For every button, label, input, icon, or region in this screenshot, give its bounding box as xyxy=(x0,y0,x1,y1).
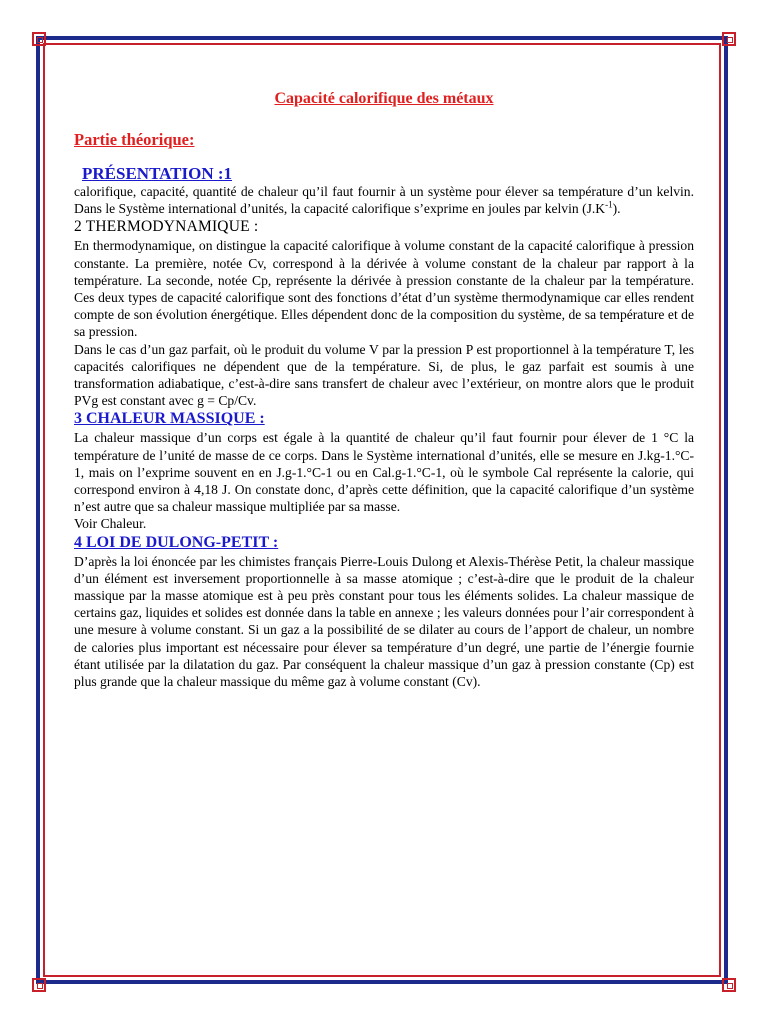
document-content xyxy=(74,90,694,690)
section-dulong-petit xyxy=(74,533,694,691)
section-chaleur-massique xyxy=(74,409,694,532)
part-heading: Partie théorique: xyxy=(74,130,195,149)
unit-exponent: -1 xyxy=(605,199,613,210)
section-paragraph: En thermodynamique, on distingue la capacité calorifique à volume constant de la capacité calorifique à pression constante. La première, notée Cv, correspond à la dérivée à volume constant de la chaleur par rapport à la température. La seconde, notée Cp, représente la dérivée à pression constante de la chaleur par la température. Ces deux types de capacité calorifique sont des fonctions d’état d’un système thermodynamique car elles rendent compte de son évolution énergétique. Elles dépendent donc de la composition du système, de sa température et de sa pression. xyxy=(74,238,694,340)
section-heading-thermodynamique: 2 THERMODYNAMIQUE : xyxy=(74,218,259,236)
section-heading-presentation: PRÉSENTATION :1 xyxy=(82,164,233,183)
corner-ornament-bottom-left xyxy=(32,978,46,992)
section-paragraph xyxy=(74,183,694,217)
document-title: Capacité calorifique des métaux xyxy=(274,90,494,107)
paragraph-text-end: ). xyxy=(612,201,621,217)
corner-ornament-top-left xyxy=(32,32,46,46)
paragraph-text: calorifique, capacité, quantité de chaleur qu’il faut fournir à un système pour élever sa température d’un kelvin. Dans le Système international d’unités, la capacité calorifique s’exprime en joules par kelvin (J.K xyxy=(74,184,694,217)
corner-ornament-bottom-right xyxy=(722,978,736,992)
section-paragraph: Voir Chaleur. xyxy=(74,516,147,532)
section-heading-dulong-petit: 4 LOI DE DULONG-PETIT : xyxy=(74,533,279,551)
section-paragraph: Dans le cas d’un gaz parfait, où le produit du volume V par la pression P est proportionnel à la température T, les capacités calorifiques ne dépendent que de la température. Si, de plus, le gaz parfait est soumis à une transformation adiabatique, c’est-à-dire sans transfert de chaleur avec l’extérieur, on montre alors que le produit PVg est constant avec g = Cp/Cv. xyxy=(74,341,694,409)
section-paragraph: La chaleur massique d’un corps est égale à la quantité de chaleur qu’il faut fournir pour élever de 1 °C la température de l’unité de masse de ce corps. Dans le Système international d’unités, elle se mesure en J.kg-1.°C-1, mais on l’exprime souvent en en J.g-1.°C-1 ou en Cal.g-1.°C-1, où le symbole Cal représente la calorie, qui correspond environ à 4,18 J. On constate donc, d’après cette définition, que la capacité calorifique d’un système n’est autre que sa chaleur massique multipliée par sa masse. xyxy=(74,430,694,515)
section-heading-chaleur-massique: 3 CHALEUR MASSIQUE : xyxy=(74,410,265,428)
section-thermodynamique xyxy=(74,217,694,409)
section-paragraph: D’après la loi énoncée par les chimistes français Pierre-Louis Dulong et Alexis-Thérèse Petit, la chaleur massique d’un élément est inversement proportionnelle à sa masse atomique ; c’est-à-dire que le produit de la chaleur massique par la masse atomique est à peu près constant pour tous les éléments solides. La chaleur massique de certains gaz, liquides et solides est donnée dans la table en annexe ; les valeurs données pour l’air correspondent à une mesure à volume constant. Si un gaz a la possibilité de se dilater au cours de l’apport de chaleur, un nombre de calories plus important est nécessaire pour élever sa température d’un degré, une partie de l’énergie fournie étant utilisée par la dilatation du gaz. Par conséquent la chaleur massique d’un gaz à pression constante (Cp) est plus grande que la chaleur massique du même gaz à volume constant (Cv). xyxy=(74,553,694,690)
section-presentation xyxy=(74,164,694,217)
corner-ornament-top-right xyxy=(722,32,736,46)
